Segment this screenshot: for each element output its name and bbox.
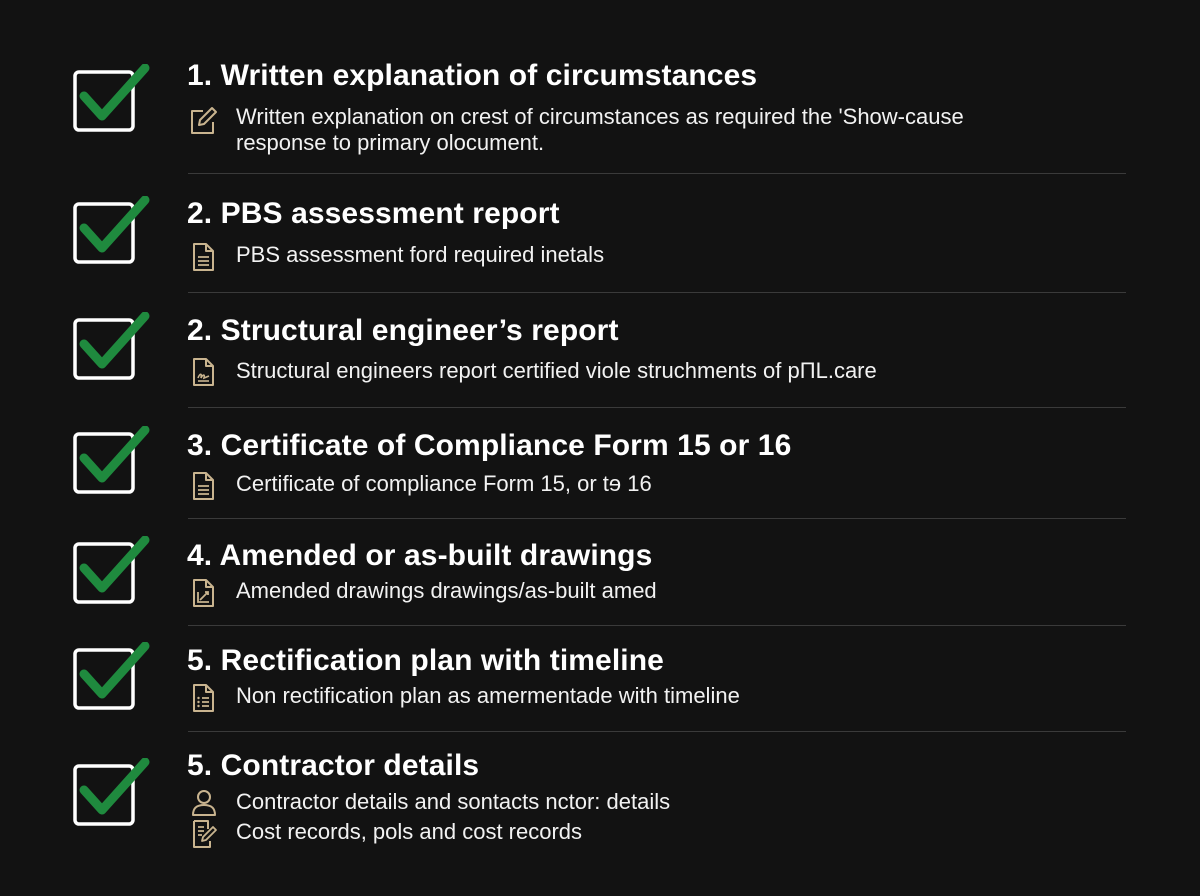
divider xyxy=(188,625,1126,626)
divider xyxy=(188,731,1126,732)
checklist-item-title: 4. Amended or as-built drawings xyxy=(187,539,653,572)
checklist-item-detail-text: Non rectification plan as amermentade with timeline xyxy=(236,683,740,708)
checklist-item-title: 1. Written explanation of circumstances xyxy=(187,59,758,92)
document-icon xyxy=(188,471,218,501)
checkbox-checked-icon[interactable] xyxy=(72,64,138,130)
signed-document-icon xyxy=(188,357,218,387)
checkbox-checked-icon[interactable] xyxy=(72,196,138,262)
divider xyxy=(188,518,1126,519)
checklist-item-detail-text: Written explanation on crest of circumstances as required the 'Show-cause xyxy=(236,104,964,129)
checklist-item-detail-text: Structural engineers report certified viole struchments of pΠL.care xyxy=(236,358,877,383)
drawing-icon xyxy=(188,578,218,608)
divider xyxy=(188,173,1126,174)
checklist-item-title: 2. Structural engineer’s report xyxy=(187,314,619,347)
checklist-item-detail-text: Cost records, pols and cost records xyxy=(236,819,583,844)
receipt-icon xyxy=(188,819,218,849)
checkbox-checked-icon[interactable] xyxy=(72,758,138,824)
checkbox-checked-icon[interactable] xyxy=(72,426,138,492)
checkbox-checked-icon[interactable] xyxy=(72,536,138,602)
checklist-item-title: 5. Rectification plan with timeline xyxy=(187,644,664,677)
document-icon xyxy=(188,242,218,272)
checkbox-checked-icon[interactable] xyxy=(72,312,138,378)
divider xyxy=(188,407,1126,408)
checklist-item-title: 3. Certificate of Compliance Form 15 or 16 xyxy=(187,429,792,462)
divider xyxy=(188,292,1126,293)
checkbox-checked-icon[interactable] xyxy=(72,642,138,708)
edit-icon xyxy=(188,106,218,136)
checklist-item-detail-text: response to primary olocument. xyxy=(236,130,545,155)
checklist-item-detail-text: PBS assessment ford required inetals xyxy=(236,242,605,267)
person-icon xyxy=(188,788,218,818)
checklist-item-title: 5. Contractor details xyxy=(187,749,480,782)
checklist-item-detail-text: Contractor details and sontacts nctor: details xyxy=(236,789,671,814)
checklist-item-detail-text: Amended drawings drawings/as-built amed xyxy=(236,578,657,603)
checklist-item-detail-text: Certificate of compliance Form 15, or tɘ 16 xyxy=(236,471,652,496)
list-document-icon xyxy=(188,683,218,713)
checklist-item-title: 2. PBS assessment report xyxy=(187,197,560,230)
